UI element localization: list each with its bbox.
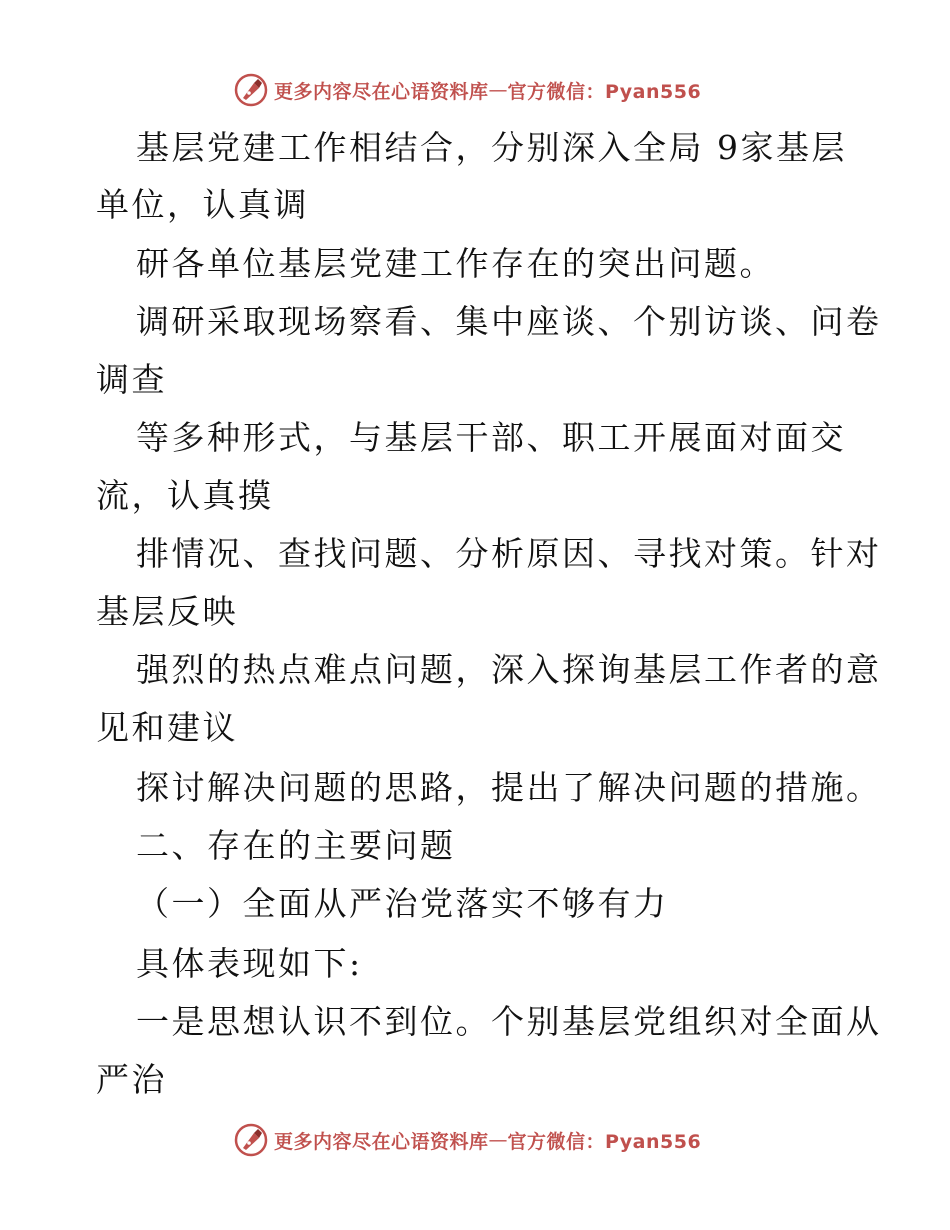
- pen-nib-logo-icon: [234, 1123, 268, 1157]
- body-line: 基层反映: [96, 592, 238, 631]
- watermark-separator: —: [488, 79, 508, 101]
- body-line: 排情况、查找问题、分析原因、寻找对策。针对: [136, 534, 882, 573]
- body-line: 强烈的热点难点问题，深入探询基层工作者的意: [136, 650, 882, 689]
- watermark-wechat: 官方微信：Pyan556: [507, 1130, 702, 1153]
- body-line: 见和建议: [96, 708, 238, 747]
- body-line: 具体表现如下:: [136, 944, 363, 983]
- watermark-wechat: 官方微信：Pyan556: [507, 80, 702, 103]
- footer-watermark: [234, 1122, 701, 1158]
- body-line: 流，认真摸: [96, 476, 274, 515]
- pen-nib-logo-icon: [234, 73, 268, 107]
- body-line: 等多种形式，与基层干部、职工开展面对面交: [136, 418, 846, 457]
- body-line: 调研采取现场察看、集中座谈、个别访谈、问卷: [136, 302, 882, 341]
- body-line: 一是思想认识不到位。个别基层党组织对全面从: [136, 1002, 882, 1041]
- section-heading: 二、存在的主要问题: [136, 826, 456, 865]
- subsection-heading: （一）全面从严治党落实不够有力: [136, 884, 669, 923]
- body-line: 单位，认真调: [96, 185, 309, 224]
- body-line: 调查: [96, 360, 167, 399]
- body-line: 严治: [96, 1060, 167, 1099]
- body-line: 探讨解决问题的思路，提出了解决问题的措施。: [136, 768, 882, 807]
- body-line: 基层党建工作相结合，分别深入全局 9家基层: [136, 128, 847, 167]
- header-watermark: [234, 72, 701, 108]
- watermark-separator: —: [488, 1129, 508, 1151]
- watermark-text: 更多内容尽在心语资料库: [274, 80, 489, 103]
- watermark-text: 更多内容尽在心语资料库: [274, 1130, 489, 1153]
- body-line: 研各单位基层党建工作存在的突出问题。: [136, 244, 775, 283]
